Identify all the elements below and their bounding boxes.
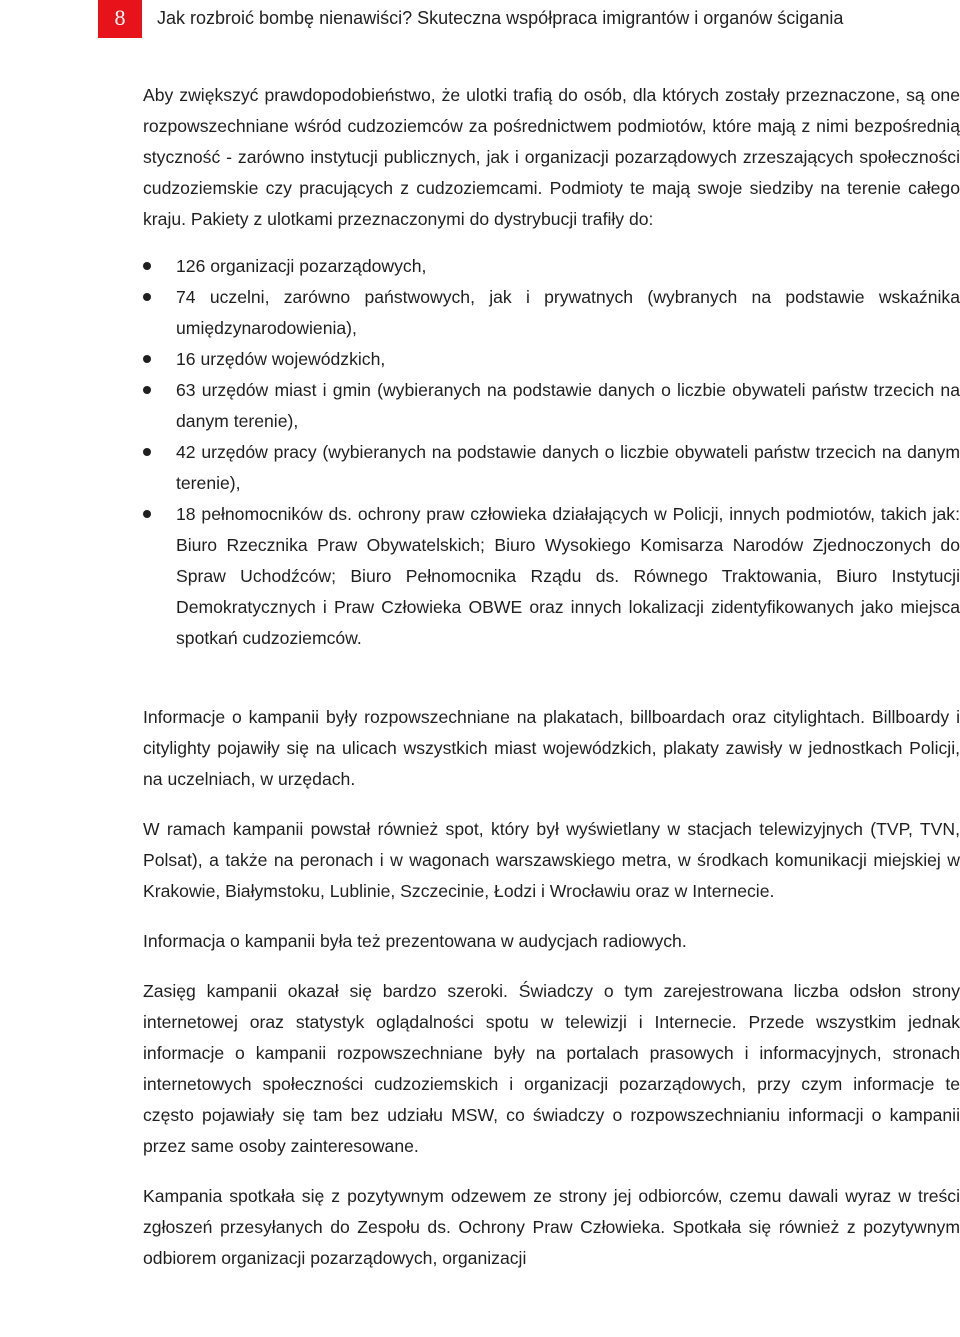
list-item: 74 uczelni, zarówno państwowych, jak i prywatnych (wybranych na podstawie wskaźnika umiędzynarodowienia), — [143, 282, 960, 344]
bullet-icon — [143, 262, 151, 270]
running-title: Jak rozbroić bombę nienawiści? Skuteczna współpraca imigrantów i organów ścigania — [157, 8, 844, 28]
list-item: 42 urzędów pracy (wybieranych na podstawie danych o liczbie obywateli państw trzecich na danym terenie), — [143, 437, 960, 499]
distribution-list — [143, 251, 960, 654]
paragraph-radio: Informacja o kampanii była też prezentowana w audycjach radiowych. — [143, 931, 687, 951]
body-text — [143, 80, 960, 1274]
paragraph-spot: W ramach kampanii powstał również spot, który był wyświetlany w stacjach telewizyjnych (TVP, TVN, Polsat), a także na peronach i w wagonach warszawskiego metra, w środkach komunikacji miejskiej w Krakowie, Białymstoku, Lublinie, Szczecinie, Łodzi i Wrocławiu oraz w Internecie. — [143, 819, 960, 901]
bullet-icon — [143, 510, 151, 518]
bullet-icon — [143, 448, 151, 456]
list-item: 126 organizacji pozarządowych, — [143, 251, 960, 282]
page-number: 8 — [98, 0, 142, 38]
paragraph-reach: Zasięg kampanii okazał się bardzo szeroki. Świadczy o tym zarejestrowana liczba odsłon strony internetowej oraz statystyk oglądalności spotu w telewizji i Internecie. Przede wszystkim jednak informacje o kampanii rozpowszechniane były na portalach prasowych i informacyjnych, stronach internetowych społeczności cudzoziemskich i organizacji pozarządowych, przy czym informacje te często pojawiały się tam bez udziału MSW, co świadczy o rozpowszechnianiu informacji o kampanii przez same osoby zainteresowane. — [143, 981, 960, 1156]
list-item: 16 urzędów wojewódzkich, — [143, 344, 960, 375]
paragraph-posters: Informacje o kampanii były rozpowszechniane na plakatach, billboardach oraz citylightach. Billboardy i citylighty pojawiły się na ulicach wszystkich miast wojewódzkich, plakaty zawisły w jednostkach Policji, na uczelniach, w urzędach. — [143, 707, 960, 789]
bullet-icon — [143, 293, 151, 301]
bullet-icon — [143, 386, 151, 394]
bullet-icon — [143, 355, 151, 363]
intro-paragraph: Aby zwiększyć prawdopodobieństwo, że ulotki trafią do osób, dla których zostały przeznaczone, są one rozpowszechniane wśród cudzoziemców za pośrednictwem podmiotów, które mają z nimi bezpośrednią styczność - zarówno instytucji publicznych, jak i organizacji pozarządowych zrzeszających społeczności cudzoziemskie czy pracujących z cudzoziemcami. Podmioty te mają swoje siedziby na terenie całego kraju. Pakiety z ulotkami przeznaczonymi do dystrybucji trafiły do: — [143, 85, 960, 229]
paragraph-reception: Kampania spotkała się z pozytywnym odzewem ze strony jej odbiorców, czemu dawali wyraz w treści zgłoszeń przesyłanych do Zespołu ds. Ochrony Praw Człowieka. Spotkała się również z pozytywnym odbiorem organizacji pozarządowych, organizacji — [143, 1186, 960, 1268]
list-item: 63 urzędów miast i gmin (wybieranych na podstawie danych o liczbie obywateli państw trzecich na danym terenie), — [143, 375, 960, 437]
list-item: 18 pełnomocników ds. ochrony praw człowieka działających w Policji, innych podmiotów, takich jak: Biuro Rzecznika Praw Obywatelskich; Biuro Wysokiego Komisarza Narodów Zjednoczonych do Spraw Uchodźców; Biuro Pełnomocnika Rządu ds. Równego Traktowania, Biuro Instytucji Demokratycznych i Praw Człowieka OBWE oraz innych lokalizacji zidentyfikowanych jako miejsca spotkań cudzoziemców. — [143, 499, 960, 654]
